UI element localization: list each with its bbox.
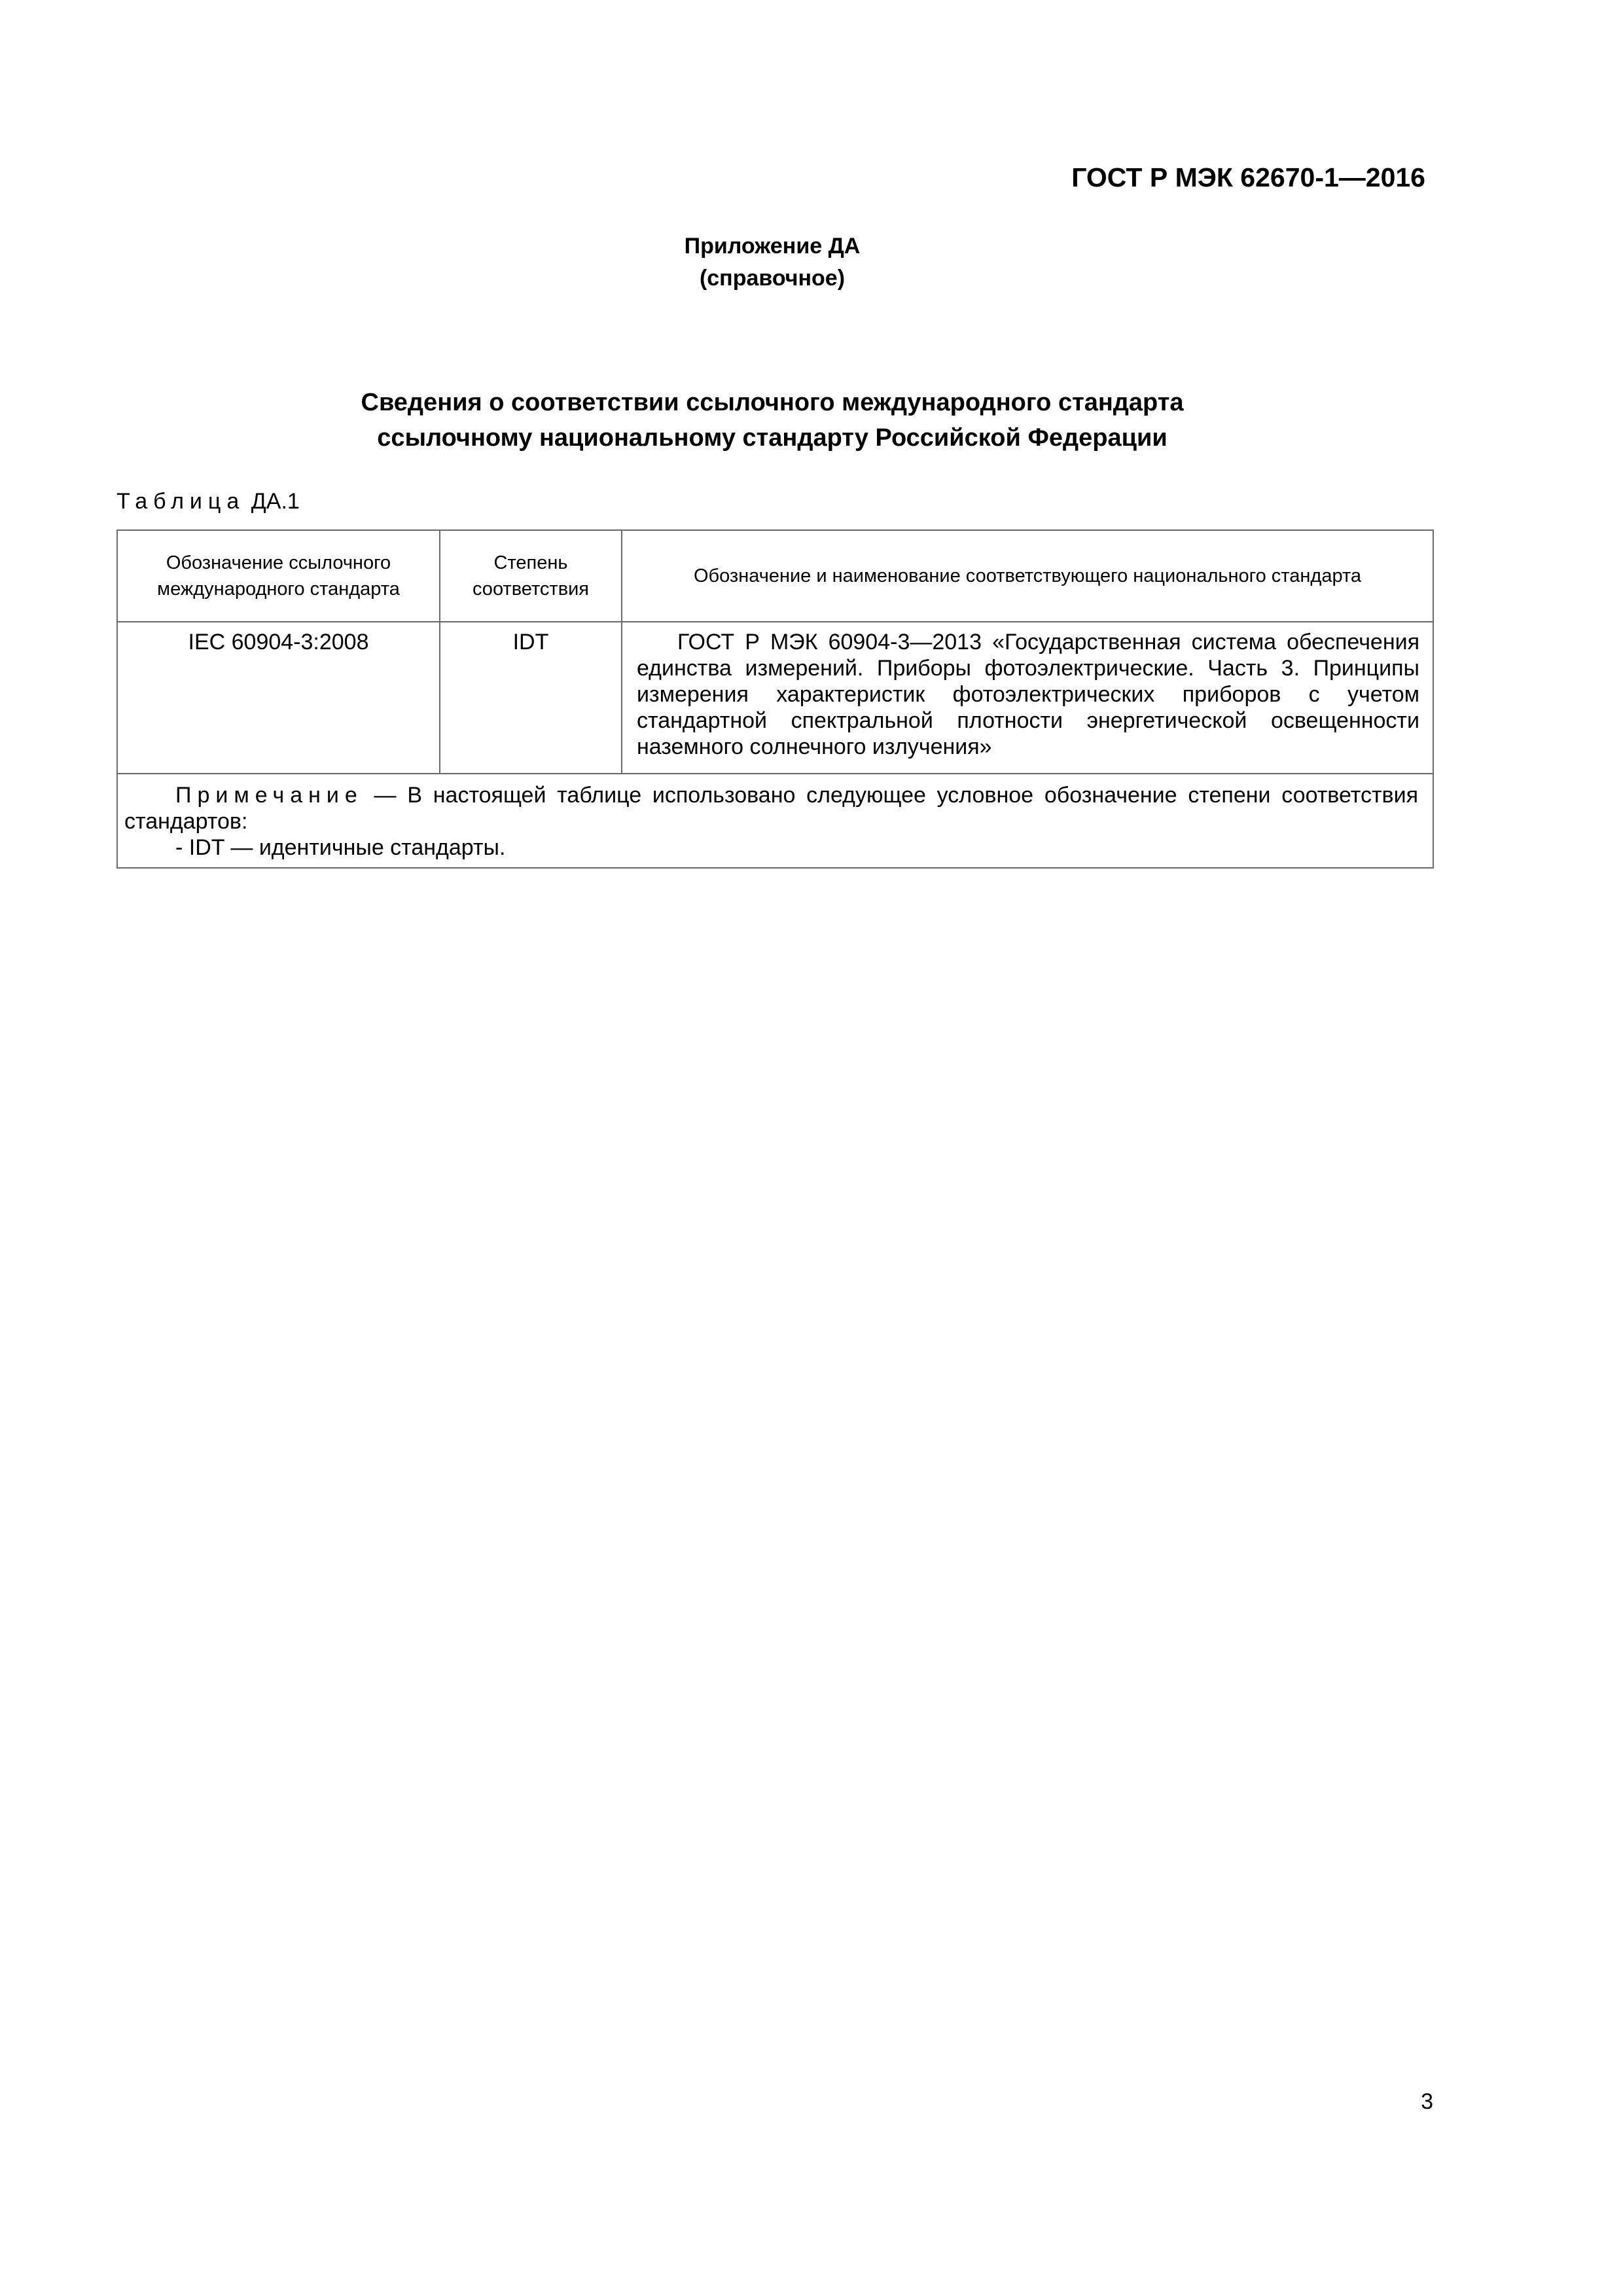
cell-national-standard: ГОСТ Р МЭК 60904-3—2013 «Государственная система обеспечения единства измерений. Приборы фотоэлектрические. Часть 3. Принципы измерения характеристик фотоэлектрических приборов с учетом стандартной спектральной плотности энергетической освещенности наземного солнечного излучения» (622, 622, 1433, 774)
cell-international-standard: IEC 60904-3:2008 (117, 622, 440, 774)
column-header-international-standard: Обозначение ссылочного международного стандарта (117, 530, 440, 622)
section-title-line-2: ссылочному национальному стандарту Российской Федерации (377, 424, 1168, 452)
document-code: ГОСТ Р МЭК 62670-1—2016 (1071, 162, 1425, 192)
table-caption-number: ДА.1 (251, 489, 300, 514)
table-header-row (117, 530, 1433, 622)
appendix-title: Приложение ДА (684, 234, 861, 259)
note-text (124, 782, 1418, 834)
table-row (117, 622, 1433, 774)
correspondence-table (116, 529, 1434, 869)
table-note (117, 774, 1433, 868)
note-label: Примечание (175, 783, 363, 808)
table-caption-label: Таблица (116, 489, 245, 514)
cell-degree: IDT (440, 622, 622, 774)
correspondence-table-wrapper (116, 529, 1433, 869)
table-note-row (117, 774, 1433, 868)
section-title (0, 385, 1544, 456)
appendix-subtitle: (справочное) (699, 266, 846, 291)
page-number: 3 (1421, 2089, 1433, 2114)
note-item: - IDT — идентичные стандарты. (175, 835, 506, 860)
section-title-line-1: Сведения о соответствии ссылочного международного стандарта (361, 389, 1184, 416)
column-header-degree: Степень соответствия (440, 530, 622, 622)
note-body: — В настоящей таблице использовано следующее условное обозначение степени соответствия стандартов: (124, 783, 1418, 834)
column-header-national-standard: Обозначение и наименование соответствующего национального стандарта (622, 530, 1433, 622)
appendix-heading (0, 230, 1544, 295)
table-caption (116, 487, 300, 516)
